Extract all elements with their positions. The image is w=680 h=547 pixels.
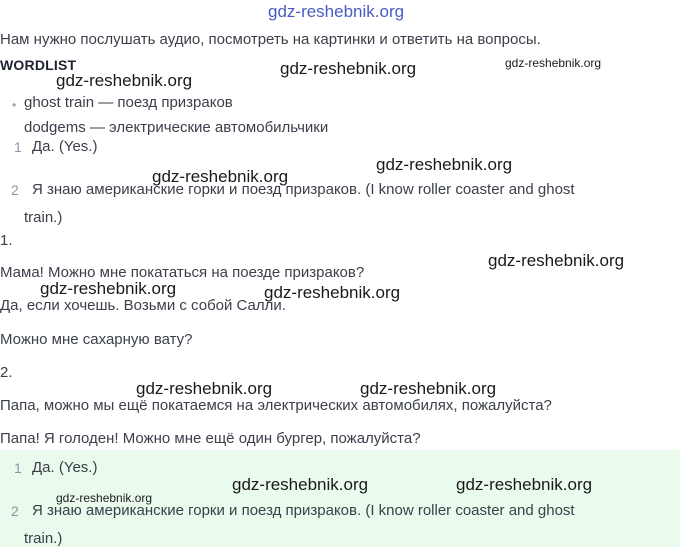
answer-text: Да. (Yes.) bbox=[32, 459, 98, 476]
answer-text-cont: train.) bbox=[24, 209, 63, 226]
watermark: gdz-reshebnik.org bbox=[456, 475, 593, 494]
dialog-label: 2. bbox=[0, 364, 13, 381]
answer-text: Я знаю американские горки и поезд призраков. (I know roller coaster and ghost bbox=[32, 181, 575, 198]
watermark: gdz-reshebnik.org bbox=[505, 56, 602, 70]
watermark: gdz-reshebnik.org bbox=[264, 283, 401, 302]
dialog-line: Папа! Я голоден! Можно мне ещё один бургер, пожалуйста? bbox=[0, 430, 421, 447]
dialog-label: 1. bbox=[0, 232, 13, 249]
dialog-line: Можно мне сахарную вату? bbox=[0, 331, 193, 348]
watermark: gdz-reshebnik.org bbox=[136, 379, 273, 398]
answer-number: 1 bbox=[14, 460, 22, 476]
answer-number: 1 bbox=[14, 139, 22, 155]
watermark: gdz-reshebnik.org bbox=[360, 379, 497, 398]
answer-text: Да. (Yes.) bbox=[32, 138, 98, 155]
intro-text: Нам нужно послушать аудио, посмотреть на картинки и ответить на вопросы. bbox=[0, 31, 541, 48]
wordlist-item-clipped: dodgems — электрические автомобильчики bbox=[24, 119, 329, 136]
watermark: gdz-reshebnik.org bbox=[376, 155, 513, 174]
answer-number: 2 bbox=[11, 503, 19, 519]
wordlist-item: ghost train — поезд призраков bbox=[24, 94, 233, 111]
dialog-line: Мама! Можно мне покататься на поезде призраков? bbox=[0, 264, 365, 281]
wordlist-heading: WORDLIST bbox=[0, 57, 77, 73]
watermark: gdz-reshebnik.org bbox=[488, 251, 625, 270]
watermark: gdz-reshebnik.org bbox=[56, 491, 153, 505]
watermark: gdz-reshebnik.org bbox=[40, 279, 177, 298]
watermark: gdz-reshebnik.org bbox=[56, 71, 193, 90]
watermark: gdz-reshebnik.org bbox=[152, 167, 289, 186]
dialog-line: Да, если хочешь. Возьми с собой Салли. bbox=[0, 297, 286, 314]
watermark: gdz-reshebnik.org bbox=[280, 59, 417, 78]
answer-number: 2 bbox=[11, 182, 19, 198]
dialog-line: Папа, можно мы ещё покатаемся на электрических автомобилях, пожалуйста? bbox=[0, 397, 552, 414]
watermark: gdz-reshebnik.org bbox=[232, 475, 369, 494]
answer-text: Я знаю американские горки и поезд призраков. (I know roller coaster and ghost bbox=[32, 502, 575, 519]
watermark-top: gdz-reshebnik.org bbox=[268, 2, 405, 21]
answer-text-cont: train.) bbox=[24, 530, 63, 547]
bullet-icon: • bbox=[12, 98, 17, 112]
